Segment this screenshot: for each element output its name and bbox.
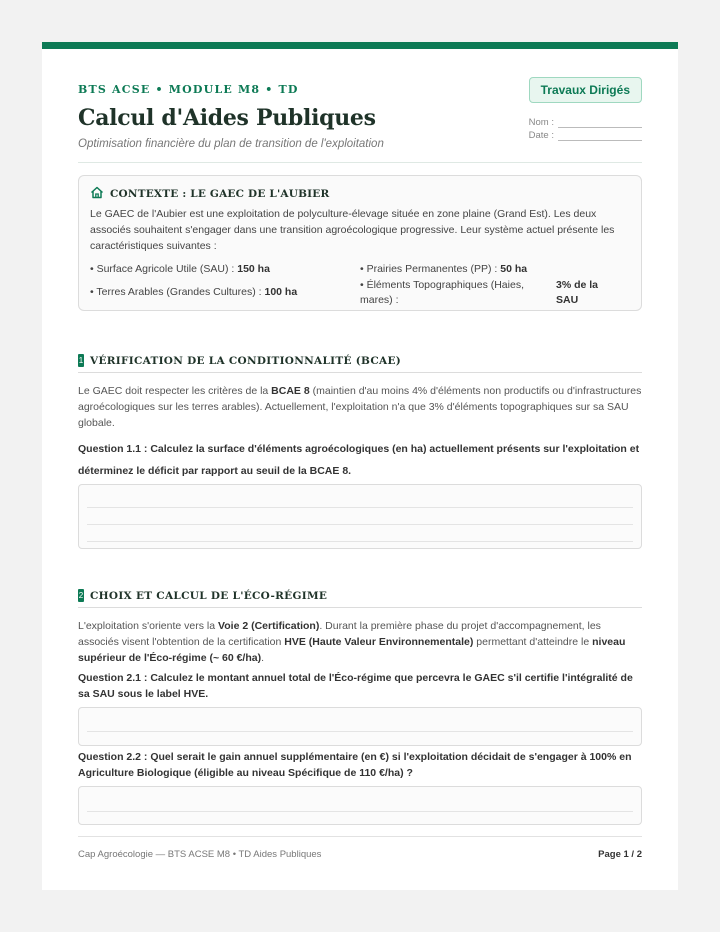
worksheet-type-badge: Travaux Dirigés — [529, 77, 642, 103]
answer-box-2-1[interactable] — [78, 707, 642, 746]
section-2-number: 2 — [78, 591, 84, 600]
context-description: Le GAEC de l'Aubier est une exploitation de polyculture-élevage située en zone plaine (Grand Est). Les deux associés souhaitent s'engager dans une transition agroécologique progressive. Leur système actuel présente les caractéristiques suivantes : — [90, 208, 615, 252]
footer-course: Cap Agroécologie — BTS ACSE M8 • TD Aides Publiques — [78, 849, 322, 860]
answer-box-2-2[interactable] — [78, 786, 642, 825]
home-icon — [90, 186, 104, 202]
context-facts — [90, 260, 630, 308]
section-2-header — [78, 589, 642, 608]
header-divider — [78, 162, 642, 163]
fact-elements-topo: • Éléments Topographiques (Haies, mares) : 3% de la SAU — [360, 279, 599, 306]
name-field[interactable] — [529, 117, 642, 128]
question-1-1: Question 1.1 : Calculez la surface d'éléments agroécologiques (en ha) actuellement présents sur l'exploitation et déterminez le déficit par rapport au seuil de la BCAE 8. — [78, 443, 640, 477]
answer-box-1-1[interactable] — [78, 484, 642, 549]
page-title: Calcul d'Aides Publiques — [78, 105, 376, 131]
section-2-text: L'exploitation s'oriente vers la Voie 2 (Certification). Durant la première phase du projet d'accompagnement, les associés visent l'obtention de la certification HVE (Haute Valeur Environnementale) permettant d'atteindre le niveau supérieur de l'Éco-régime (~ 60 €/ha). — [78, 620, 626, 664]
worksheet-page — [42, 42, 678, 890]
page-subtitle: Optimisation financière du plan de transition de l'exploitation — [78, 138, 384, 150]
section-1-header — [78, 354, 642, 373]
name-label: Nom : — [528, 117, 554, 128]
fact-prairies: • Prairies Permanentes (PP) : 50 ha — [360, 263, 528, 275]
fact-sau: • Surface Agricole Utile (SAU) : 150 ha — [90, 263, 270, 275]
section-2-title: CHOIX ET CALCUL DE L'ÉCO-RÉGIME — [90, 589, 328, 602]
date-line — [558, 132, 642, 141]
name-line — [558, 119, 642, 128]
date-label: Date : — [528, 130, 554, 141]
date-field[interactable] — [529, 130, 642, 141]
section-1-text: Le GAEC doit respecter les critères de la BCAE 8 (maintien d'au moins 4% d'éléments non productifs ou d'infrastructures agroécologiques sur les terres arables). Actuellement, l'exploitation n'a que 3% d'éléments topographiques sur sa SAU globale. — [78, 385, 642, 429]
section-1-title: VÉRIFICATION DE LA CONDITIONNALITÉ (BCAE) — [90, 354, 402, 367]
section-1-number: 1 — [78, 356, 84, 365]
question-2-2: Question 2.2 : Quel serait le gain annuel supplémentaire (en €) si l'exploitation décidait de s'engager à 100% en Agriculture Biologique (éligible au niveau Spécifique de 110 €/ha) ? — [78, 751, 632, 779]
footer-divider — [78, 836, 642, 837]
question-2-1: Question 2.1 : Calculez le montant annuel total de l'Éco-régime que percevra le GAEC s'il certifie l'intégralité de sa SAU sous le label HVE. — [78, 672, 633, 700]
context-heading — [90, 186, 630, 202]
course-kicker: BTS ACSE • MODULE M8 • TD — [78, 83, 299, 96]
page-number: Page 1 / 2 — [598, 849, 642, 860]
context-title: CONTEXTE : LE GAEC DE L'AUBIER — [110, 188, 330, 200]
context-box — [78, 175, 642, 311]
fact-terres-arables: • Terres Arables (Grandes Cultures) : 100 ha — [90, 286, 298, 298]
